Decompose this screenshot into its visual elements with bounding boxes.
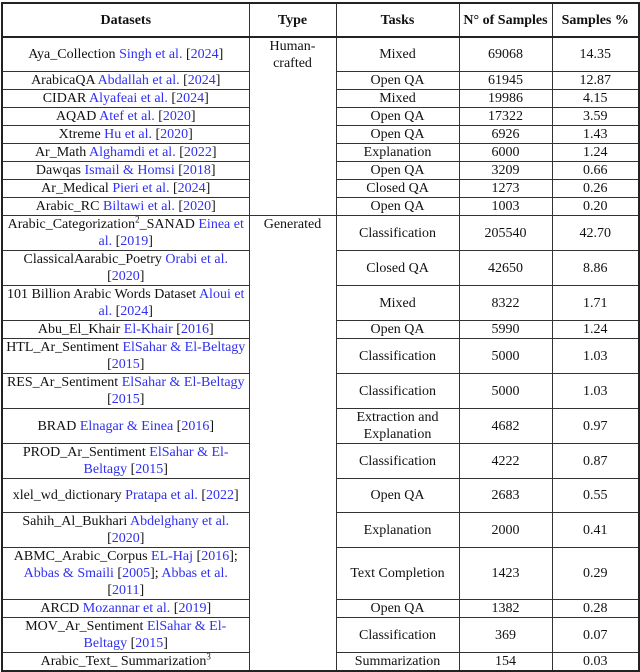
dataset-name: Arabic_RC [35, 199, 100, 214]
task-cell: Open QA [336, 126, 459, 144]
dataset-cell: ABMC_Arabic_Corpus EL-Haj [2016]; Abbas & Smaili [2005]; Abbas et al. [2011] [2, 548, 249, 600]
task-cell: Open QA [336, 198, 459, 216]
dataset-cell: Ar_Medical Pieri et al. [2024] [2, 180, 249, 198]
samples-cell: 369 [459, 618, 552, 653]
samples-cell: 2000 [459, 513, 552, 548]
dataset-name: ABMC_Arabic_Corpus [13, 549, 148, 564]
percent-cell: 14.35 [552, 37, 639, 72]
percent-cell: 4.15 [552, 90, 639, 108]
task-cell: Mixed [336, 37, 459, 72]
samples-cell: 4222 [459, 444, 552, 479]
dataset-name: Dawqas [35, 163, 82, 178]
samples-cell: 42650 [459, 251, 552, 286]
dataset-cell: Arabic_Categorization$^2$_SANAD Einea et al. [2019] [2, 216, 249, 251]
samples-cell: 19986 [459, 90, 552, 108]
citation-year[interactable]: 2016 [181, 418, 210, 434]
samples-cell: 2683 [459, 479, 552, 513]
dataset-cell: xlel_wd_dictionary Pratapa et al. [2022] [2, 479, 249, 513]
citation-authors[interactable]: Ismail & Homsi [84, 163, 175, 178]
dataset-cell: Dawqas Ismail & Homsi [2018] [2, 162, 249, 180]
citation-authors[interactable]: ElSahar & El-Beltagy [121, 375, 245, 390]
dataset-name: Sahih_Al_Bukhari [22, 514, 128, 529]
citation-year[interactable]: 2015 [111, 392, 140, 407]
samples-cell: 69068 [459, 37, 552, 72]
citation-year[interactable]: 2024 [190, 47, 219, 62]
percent-cell: 0.87 [552, 444, 639, 479]
dataset-name: HTL_Ar_Sentiment [6, 340, 119, 355]
task-cell: Open QA [336, 162, 459, 180]
table-row [2, 216, 639, 251]
dataset-name: Xtreme [58, 127, 101, 142]
citation-year[interactable]: 2024 [120, 304, 149, 319]
task-cell: Explanation [336, 513, 459, 548]
dataset-name: CIDAR [42, 91, 87, 106]
citation-authors[interactable]: Atef et al. [99, 109, 155, 124]
header-tasks: Tasks [336, 3, 459, 37]
samples-cell: 3209 [459, 162, 552, 180]
dataset-cell: BRAD Elnagar & Einea [2016] [2, 409, 249, 444]
citation-year[interactable]: 2015 [111, 357, 140, 372]
dataset-cell: ARCD Mozannar et al. [2019] [2, 600, 249, 618]
header-datasets: Datasets [2, 3, 249, 37]
dataset-name: MOV_Ar_Sentiment [25, 619, 144, 634]
dataset-name: AQAD [55, 109, 97, 124]
citation-year[interactable]: 2020 [160, 127, 189, 142]
citation-year[interactable]: 2018 [182, 163, 211, 178]
task-cell: Explanation [336, 144, 459, 162]
samples-cell: 1273 [459, 180, 552, 198]
samples-cell: 1003 [459, 198, 552, 216]
samples-cell: 1382 [459, 600, 552, 618]
citation-year[interactable]: 2015 [135, 462, 164, 477]
task-cell: Classification [336, 374, 459, 409]
samples-cell: 154 [459, 653, 552, 672]
dataset-cell: CIDAR Alyafeai et al. [2024] [2, 90, 249, 108]
citation-year[interactable]: 2015 [135, 636, 164, 651]
task-cell: Mixed [336, 286, 459, 321]
citation-year[interactable]: 2019 [178, 601, 207, 616]
task-cell: Open QA [336, 321, 459, 339]
percent-cell: 0.28 [552, 600, 639, 618]
task-cell: Open QA [336, 72, 459, 90]
samples-cell: 61945 [459, 72, 552, 90]
citation-year[interactable]: 2019 [120, 234, 149, 249]
percent-cell: 1.71 [552, 286, 639, 321]
citation-authors[interactable]: Orabi et al. [165, 252, 228, 267]
samples-cell: 1423 [459, 548, 552, 600]
citation-year[interactable]: 2024 [177, 181, 206, 196]
citation-year[interactable]: 2020 [111, 269, 140, 284]
percent-cell: 0.41 [552, 513, 639, 548]
dataset-cell: Xtreme Hu et al. [2020] [2, 126, 249, 144]
percent-cell: 0.26 [552, 180, 639, 198]
citation-authors[interactable]: ElSahar & El-Beltagy [83, 619, 227, 651]
dataset-cell: MOV_Ar_Sentiment ElSahar & El-Beltagy [2015] [2, 618, 249, 653]
citation-authors[interactable]: El-Khair [123, 322, 173, 337]
percent-cell: 1.43 [552, 126, 639, 144]
task-cell: Closed QA [336, 180, 459, 198]
citation-year[interactable]: 2005 [122, 566, 151, 581]
dataset-cell: Ar_Math Alghamdi et al. [2022] [2, 144, 249, 162]
citation-authors[interactable]: Alyafeai et al. [89, 91, 168, 106]
percent-cell: 12.87 [552, 72, 639, 90]
task-cell: Open QA [336, 108, 459, 126]
task-cell: Summarization [336, 653, 459, 672]
header-row [2, 3, 639, 37]
dataset-name: Arabic_Text_ Summarization [40, 654, 207, 669]
citation-authors[interactable]: Biltawi et al. [102, 199, 175, 214]
dataset-cell [2, 653, 249, 672]
header-type: Type [249, 3, 336, 37]
datasets-table [1, 2, 640, 672]
percent-cell: 1.03 [552, 374, 639, 409]
header-samples: N° of Samples [459, 3, 552, 37]
samples-cell: 5000 [459, 374, 552, 409]
citation-authors[interactable]: Aloui et al. [98, 287, 245, 319]
task-cell: Extraction and Explanation [336, 409, 459, 444]
dataset-name: Ar_Medical [41, 181, 109, 196]
citation-authors[interactable]: Elnagar & Einea [79, 418, 174, 434]
citation-year[interactable]: 2024 [176, 91, 205, 106]
percent-cell: 1.03 [552, 339, 639, 374]
table-row [2, 37, 639, 72]
percent-cell: 1.24 [552, 321, 639, 339]
footnote-mark: 2 [135, 214, 140, 225]
footnote-mark: 3 [206, 651, 211, 662]
citation-authors[interactable]: Pieri et al. [112, 181, 170, 196]
dataset-cell: ArabicaQA Abdallah et al. [2024] [2, 72, 249, 90]
header-percent: Samples % [552, 3, 639, 37]
dataset-cell: ClassicalAarabic_Poetry Orabi et al. [2020] [2, 251, 249, 286]
citation-authors[interactable]: Hu et al. [104, 127, 152, 142]
citation-authors[interactable]: Abbas et al. [161, 566, 228, 581]
citation-authors[interactable]: Abdallah et al. [97, 73, 180, 88]
citation-authors[interactable]: Pratapa et al. [125, 488, 198, 503]
citation-year[interactable]: 2011 [112, 583, 140, 598]
citation-authors[interactable]: Mozannar et al. [82, 601, 171, 616]
task-cell: Mixed [336, 90, 459, 108]
task-cell: Classification [336, 444, 459, 479]
dataset-cell: HTL_Ar_Sentiment ElSahar & El-Beltagy [2015] [2, 339, 249, 374]
samples-cell: 4682 [459, 409, 552, 444]
percent-cell: 0.55 [552, 479, 639, 513]
percent-cell: 8.86 [552, 251, 639, 286]
citation-authors[interactable]: Abbas & Smaili [23, 566, 114, 581]
percent-cell: 3.59 [552, 108, 639, 126]
task-cell: Classification [336, 339, 459, 374]
samples-cell: 6000 [459, 144, 552, 162]
percent-cell: 0.07 [552, 618, 639, 653]
task-cell: Classification [336, 618, 459, 653]
citation-year[interactable]: 2020 [162, 109, 191, 124]
samples-cell: 6926 [459, 126, 552, 144]
samples-cell: 8322 [459, 286, 552, 321]
percent-cell: 0.20 [552, 198, 639, 216]
task-cell: Classification [336, 216, 459, 251]
dataset-name: ArabicaQA [31, 73, 95, 88]
dataset-name: ClassicalAarabic_Poetry [23, 252, 162, 267]
dataset-name: 101 Billion Arabic Words Dataset [7, 287, 197, 302]
citation-year[interactable]: 2024 [187, 73, 216, 88]
dataset-cell: RES_Ar_Sentiment ElSahar & El-Beltagy [2015] [2, 374, 249, 409]
samples-cell: 5990 [459, 321, 552, 339]
dataset-cell: Aya_Collection Singh et al. [2024] [2, 37, 249, 72]
citation-authors[interactable]: EL-Haj [151, 549, 194, 564]
citation-authors[interactable]: Abdelghany et al. [130, 514, 230, 529]
dataset-name-suffix: _SANAD [139, 217, 195, 232]
task-cell: Open QA [336, 600, 459, 618]
type-cell: Generated [249, 216, 336, 672]
citation-authors[interactable]: Einea et al. [98, 217, 244, 249]
dataset-name: Abu_El_Khair [37, 322, 121, 337]
citation-year[interactable]: 2020 [111, 531, 140, 546]
dataset-cell: PROD_Ar_Sentiment ElSahar & El-Beltagy [2015] [2, 444, 249, 479]
citation-year[interactable]: 2016 [201, 549, 230, 564]
samples-cell: 205540 [459, 216, 552, 251]
task-cell: Open QA [336, 479, 459, 513]
citation-authors[interactable]: Alghamdi et al. [89, 145, 176, 160]
dataset-name: ARCD [40, 601, 80, 616]
citation-authors[interactable]: ElSahar & El-Beltagy [122, 340, 246, 355]
percent-cell: 42.70 [552, 216, 639, 251]
percent-cell: 0.97 [552, 409, 639, 444]
dataset-name: RES_Ar_Sentiment [6, 375, 119, 390]
citation-year[interactable]: 2022 [206, 488, 235, 503]
dataset-name: xlel_wd_dictionary [12, 488, 122, 503]
samples-cell: 5000 [459, 339, 552, 374]
task-cell: Closed QA [336, 251, 459, 286]
citation-year[interactable]: 2022 [183, 145, 212, 160]
dataset-name: Arabic_Categorization [7, 217, 136, 232]
samples-cell: 17322 [459, 108, 552, 126]
dataset-name: BRAD [37, 418, 77, 434]
dataset-name: Ar_Math [34, 145, 87, 160]
type-cell: Human-crafted [249, 37, 336, 216]
dataset-cell: Arabic_RC Biltawi et al. [2020] [2, 198, 249, 216]
dataset-name: Aya_Collection [28, 47, 116, 62]
percent-cell: 0.29 [552, 548, 639, 600]
citation-year[interactable]: 2016 [180, 322, 209, 337]
task-cell: Text Completion [336, 548, 459, 600]
dataset-cell: Sahih_Al_Bukhari Abdelghany et al. [2020] [2, 513, 249, 548]
percent-cell: 1.24 [552, 144, 639, 162]
citation-year[interactable]: 2020 [183, 199, 212, 214]
dataset-name: PROD_Ar_Sentiment [22, 445, 146, 460]
citation-authors[interactable]: ElSahar & El-Beltagy [83, 445, 229, 477]
citation-authors[interactable]: Singh et al. [119, 47, 183, 62]
dataset-cell: AQAD Atef et al. [2020] [2, 108, 249, 126]
dataset-cell: Abu_El_Khair El-Khair [2016] [2, 321, 249, 339]
percent-cell: 0.03 [552, 653, 639, 672]
dataset-cell: 101 Billion Arabic Words Dataset Aloui et al. [2024] [2, 286, 249, 321]
percent-cell: 0.66 [552, 162, 639, 180]
